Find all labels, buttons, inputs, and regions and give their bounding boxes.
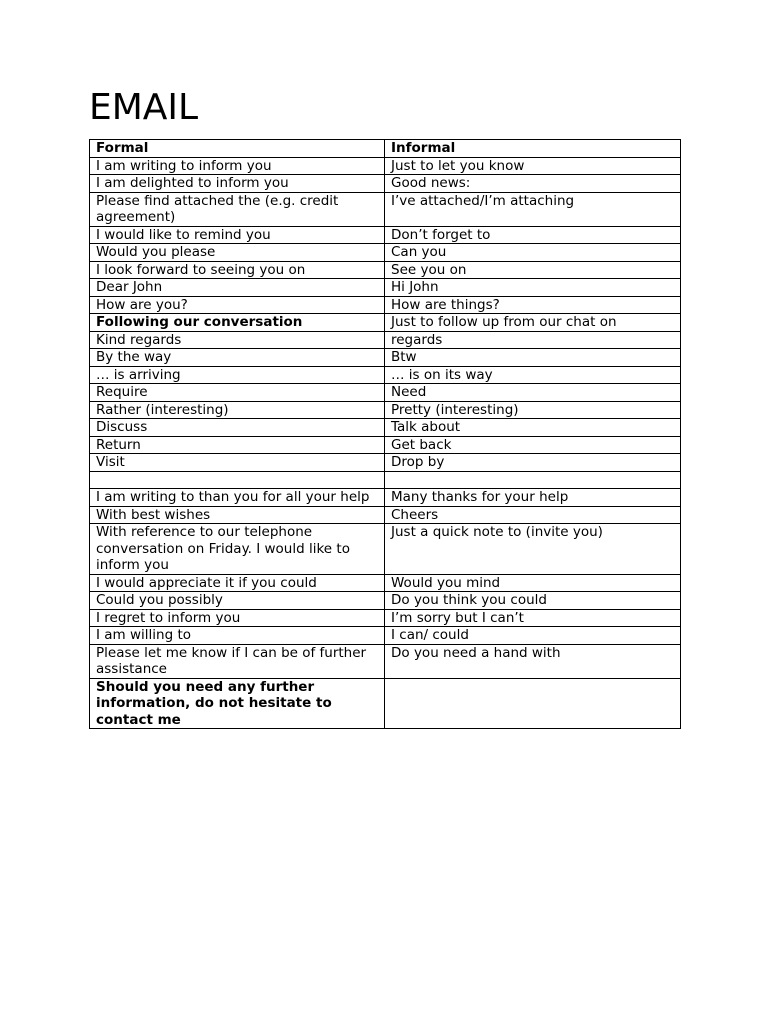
informal-phrase-cell: Do you think you could (385, 592, 681, 610)
informal-phrase-cell: Don’t forget to (385, 226, 681, 244)
formal-phrase-cell: Would you please (90, 244, 385, 262)
informal-phrase-cell: Pretty (interesting) (385, 401, 681, 419)
table-row (90, 279, 681, 297)
table-row (90, 524, 681, 575)
table-row (90, 489, 681, 507)
informal-phrase-cell: Can you (385, 244, 681, 262)
table-row (90, 192, 681, 226)
formal-phrase-cell: Dear John (90, 279, 385, 297)
table-header-row (90, 140, 681, 158)
informal-phrase-cell: Just to let you know (385, 157, 681, 175)
table-row (90, 454, 681, 472)
informal-phrase-cell: Drop by (385, 454, 681, 472)
informal-phrase-cell: See you on (385, 261, 681, 279)
table-row (90, 436, 681, 454)
table-row (90, 366, 681, 384)
informal-phrase-cell: Get back (385, 436, 681, 454)
informal-phrase-cell: How are things? (385, 296, 681, 314)
informal-phrase-cell: I’m sorry but I can’t (385, 609, 681, 627)
header-informal: Informal (385, 140, 681, 158)
informal-phrase-cell: Need (385, 384, 681, 402)
table-row (90, 609, 681, 627)
table-row (90, 644, 681, 678)
table-row (90, 419, 681, 437)
table-row (90, 401, 681, 419)
formal-phrase-cell: I look forward to seeing you on (90, 261, 385, 279)
formal-phrase-cell: I would like to remind you (90, 226, 385, 244)
table-row (90, 574, 681, 592)
informal-phrase-cell: Cheers (385, 506, 681, 524)
formal-phrase-cell: Rather (interesting) (90, 401, 385, 419)
table-row (90, 261, 681, 279)
formal-phrase-cell: By the way (90, 349, 385, 367)
table-row (90, 314, 681, 332)
table-row (90, 592, 681, 610)
table-row (90, 678, 681, 729)
table-row (90, 157, 681, 175)
table-row (90, 627, 681, 645)
table-row (90, 331, 681, 349)
formal-phrase-cell: I am writing to inform you (90, 157, 385, 175)
page-title: EMAIL (89, 87, 199, 128)
informal-phrase-cell (385, 678, 681, 729)
informal-phrase-cell: Many thanks for your help (385, 489, 681, 507)
formal-phrase-cell (90, 471, 385, 489)
formal-phrase-cell: Should you need any further information, do not hesitate to contact me (90, 678, 385, 729)
informal-phrase-cell (385, 471, 681, 489)
formal-phrase-cell: I regret to inform you (90, 609, 385, 627)
informal-phrase-cell: Good news: (385, 175, 681, 193)
table-body (90, 157, 681, 729)
header-formal: Formal (90, 140, 385, 158)
formal-phrase-cell: Require (90, 384, 385, 402)
table-row (90, 175, 681, 193)
formal-phrase-cell: Please find attached the (e.g. credit agreement) (90, 192, 385, 226)
table-row (90, 226, 681, 244)
informal-phrase-cell: Would you mind (385, 574, 681, 592)
formal-phrase-cell: With best wishes (90, 506, 385, 524)
formal-phrase-cell: I would appreciate it if you could (90, 574, 385, 592)
informal-phrase-cell: Just to follow up from our chat on (385, 314, 681, 332)
formal-phrase-cell: Following our conversation (90, 314, 385, 332)
formal-phrase-cell: Please let me know if I can be of further assistance (90, 644, 385, 678)
formal-phrase-cell: I am delighted to inform you (90, 175, 385, 193)
informal-phrase-cell: I’ve attached/I’m attaching (385, 192, 681, 226)
informal-phrase-cell: regards (385, 331, 681, 349)
table-row (90, 244, 681, 262)
formal-phrase-cell: … is arriving (90, 366, 385, 384)
formal-phrase-cell: Kind regards (90, 331, 385, 349)
informal-phrase-cell: Do you need a hand with (385, 644, 681, 678)
table-row (90, 506, 681, 524)
formal-phrase-cell: I am willing to (90, 627, 385, 645)
informal-phrase-cell: … is on its way (385, 366, 681, 384)
table-row (90, 349, 681, 367)
formal-phrase-cell: How are you? (90, 296, 385, 314)
formal-informal-table (89, 139, 681, 729)
informal-phrase-cell: Talk about (385, 419, 681, 437)
informal-phrase-cell: Hi John (385, 279, 681, 297)
table-row (90, 296, 681, 314)
formal-phrase-cell: Visit (90, 454, 385, 472)
informal-phrase-cell: I can/ could (385, 627, 681, 645)
informal-phrase-cell: Just a quick note to (invite you) (385, 524, 681, 575)
table-row (90, 471, 681, 489)
formal-phrase-cell: I am writing to than you for all your help (90, 489, 385, 507)
informal-phrase-cell: Btw (385, 349, 681, 367)
formal-phrase-cell: Return (90, 436, 385, 454)
table-row (90, 384, 681, 402)
formal-phrase-cell: With reference to our telephone conversation on Friday. I would like to inform you (90, 524, 385, 575)
formal-phrase-cell: Could you possibly (90, 592, 385, 610)
formal-phrase-cell: Discuss (90, 419, 385, 437)
